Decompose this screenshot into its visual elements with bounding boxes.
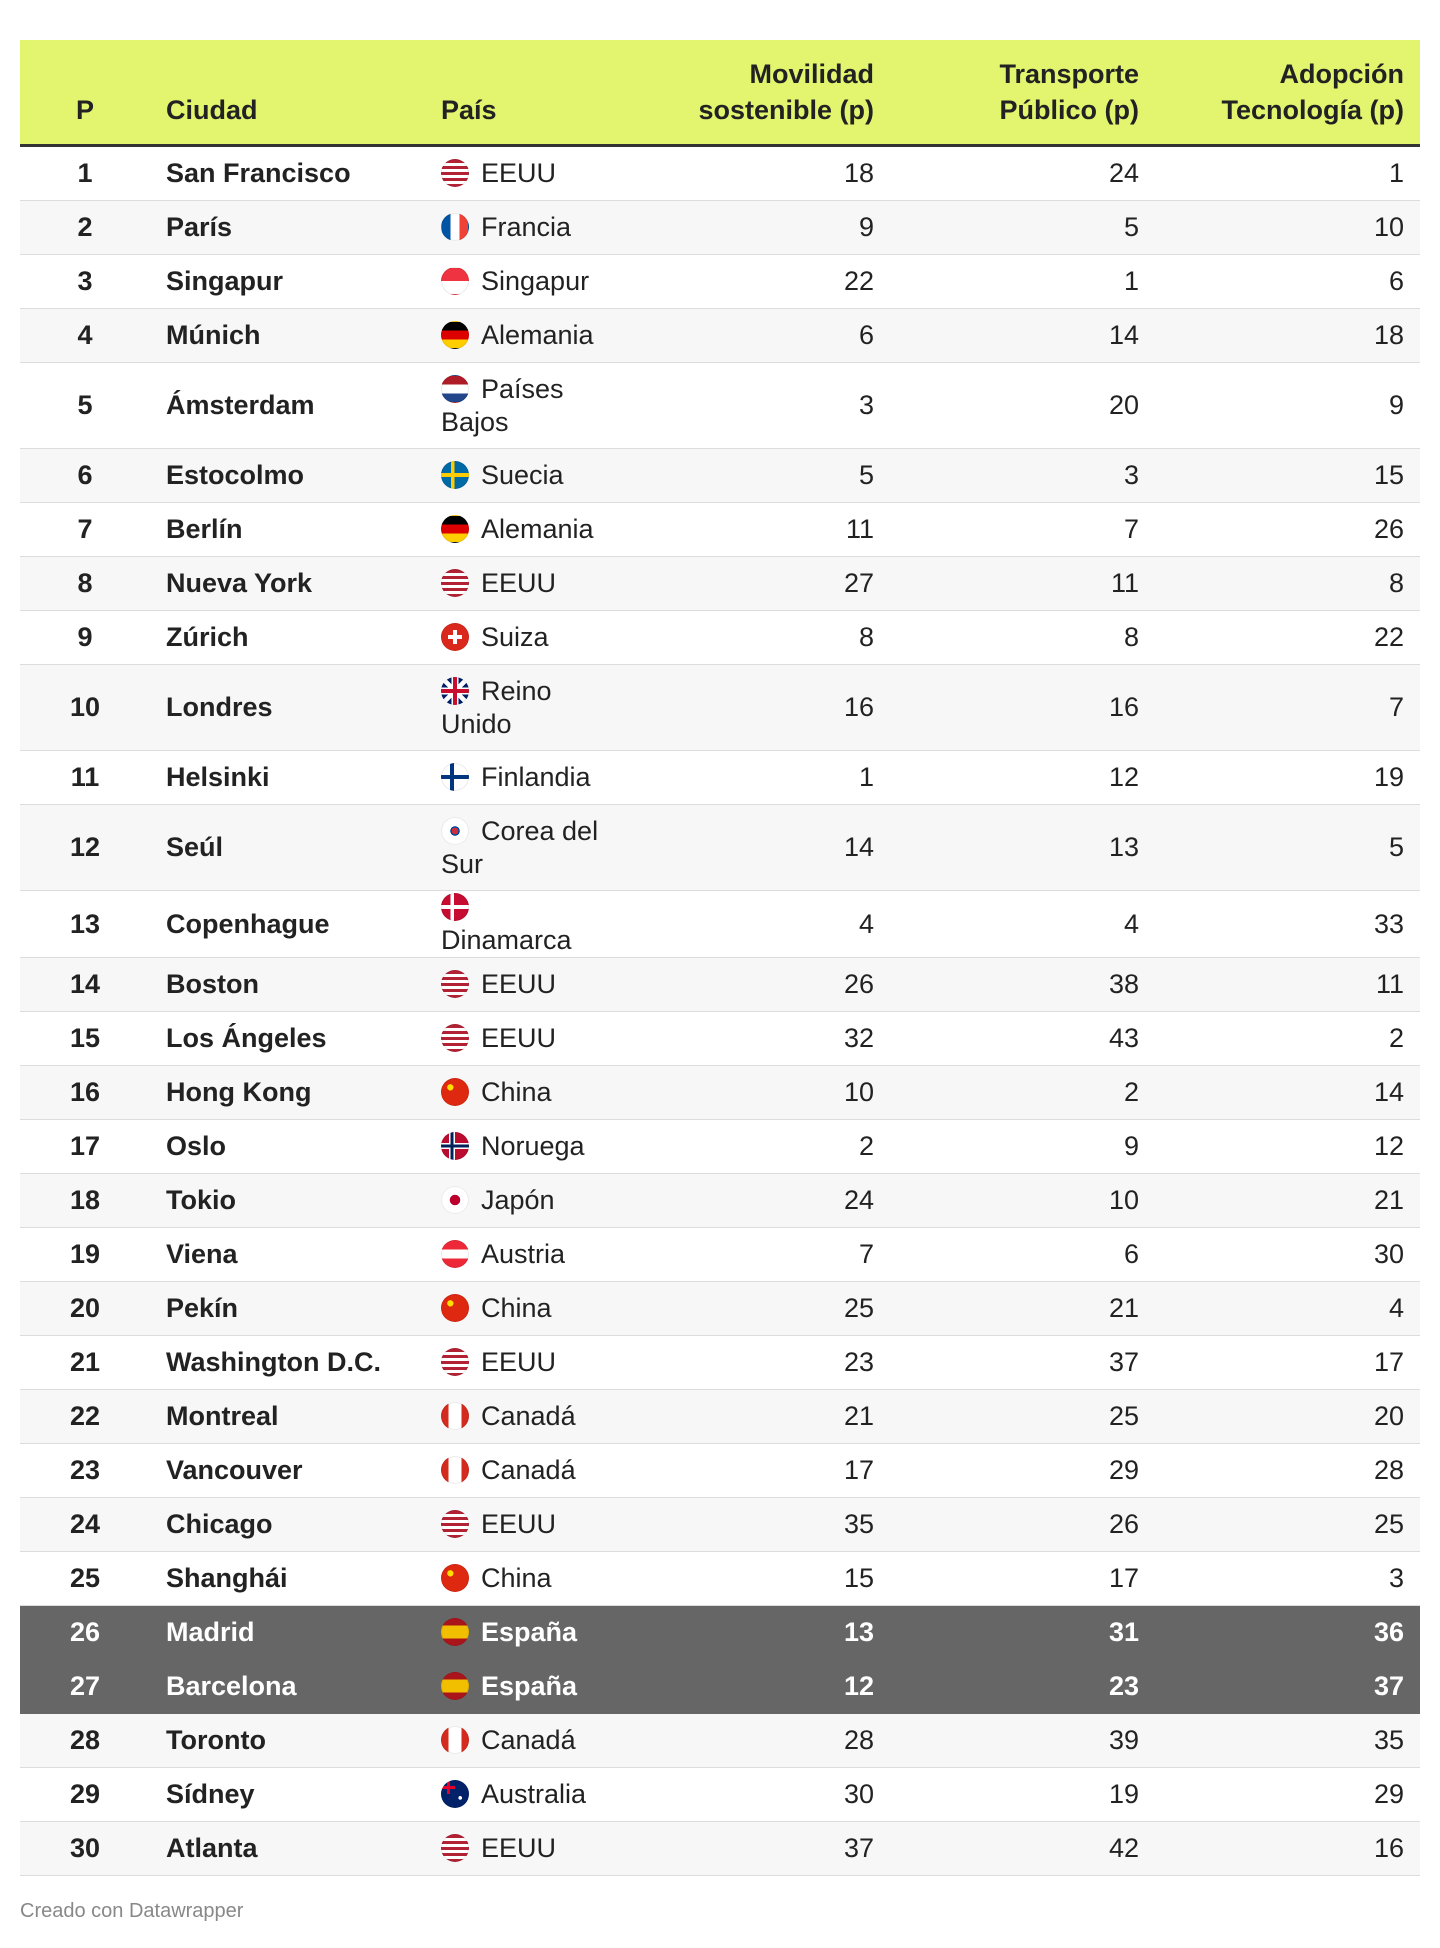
country-name: China xyxy=(481,1563,552,1593)
table-row xyxy=(20,146,1420,201)
country-name: EEUU xyxy=(481,1347,557,1377)
cell-transporte: 2 xyxy=(890,1066,1155,1120)
cell-transporte: 7 xyxy=(890,503,1155,557)
table-row xyxy=(20,201,1420,255)
cell-city: Nueva York xyxy=(150,557,425,611)
country-name: Canadá xyxy=(481,1455,576,1485)
cell-city: Ámsterdam xyxy=(150,363,425,449)
cell-movilidad: 3 xyxy=(615,363,890,449)
flag-no-icon xyxy=(441,1132,469,1160)
flag-au-icon xyxy=(441,1780,469,1808)
country-name: Canadá xyxy=(481,1401,576,1431)
cell-city: Sídney xyxy=(150,1768,425,1822)
flag-ca-icon xyxy=(441,1726,469,1754)
cell-tecnologia: 10 xyxy=(1155,201,1420,255)
flag-fi-icon xyxy=(441,763,469,791)
table-row xyxy=(20,1498,1420,1552)
table-row xyxy=(20,1444,1420,1498)
header-city[interactable]: Ciudad xyxy=(150,40,425,146)
cell-country xyxy=(425,1066,615,1120)
cell-country xyxy=(425,1336,615,1390)
cell-country xyxy=(425,1498,615,1552)
cell-tecnologia: 2 xyxy=(1155,1012,1420,1066)
cell-movilidad: 13 xyxy=(615,1606,890,1660)
cell-tecnologia: 11 xyxy=(1155,958,1420,1012)
cell-rank: 3 xyxy=(20,255,150,309)
country-name: Reino Unido xyxy=(441,675,552,739)
cell-country xyxy=(425,503,615,557)
table-row xyxy=(20,1336,1420,1390)
flag-jp-icon xyxy=(441,1186,469,1214)
table-row xyxy=(20,805,1420,891)
table-row xyxy=(20,1822,1420,1876)
flag-dk-icon xyxy=(441,893,469,921)
cell-transporte: 4 xyxy=(890,891,1155,958)
cell-city: Berlín xyxy=(150,503,425,557)
header-rank[interactable]: P xyxy=(20,40,150,146)
table-row xyxy=(20,449,1420,503)
country-name: EEUU xyxy=(481,1833,557,1863)
cell-rank: 12 xyxy=(20,805,150,891)
cell-transporte: 12 xyxy=(890,751,1155,805)
cell-movilidad: 21 xyxy=(615,1390,890,1444)
cell-movilidad: 8 xyxy=(615,611,890,665)
cell-city: París xyxy=(150,201,425,255)
cell-tecnologia: 18 xyxy=(1155,309,1420,363)
table-header xyxy=(20,40,1420,146)
flag-us-icon xyxy=(441,569,469,597)
country-name: España xyxy=(481,1671,578,1701)
cell-rank: 24 xyxy=(20,1498,150,1552)
cell-transporte: 3 xyxy=(890,449,1155,503)
cell-tecnologia: 25 xyxy=(1155,1498,1420,1552)
cell-country xyxy=(425,805,615,891)
cell-rank: 10 xyxy=(20,665,150,751)
cell-movilidad: 16 xyxy=(615,665,890,751)
cell-movilidad: 4 xyxy=(615,891,890,958)
country-name: EEUU xyxy=(481,1509,557,1539)
cell-tecnologia: 19 xyxy=(1155,751,1420,805)
cell-tecnologia: 20 xyxy=(1155,1390,1420,1444)
cell-rank: 9 xyxy=(20,611,150,665)
cell-country xyxy=(425,751,615,805)
cell-country xyxy=(425,1660,615,1714)
cell-rank: 6 xyxy=(20,449,150,503)
cell-city: Boston xyxy=(150,958,425,1012)
cell-movilidad: 1 xyxy=(615,751,890,805)
table-row xyxy=(20,665,1420,751)
country-name: EEUU xyxy=(481,1023,557,1053)
country-name: EEUU xyxy=(481,158,557,188)
cell-rank: 15 xyxy=(20,1012,150,1066)
country-name: Finlandia xyxy=(481,762,591,792)
cell-transporte: 6 xyxy=(890,1228,1155,1282)
cell-tecnologia: 3 xyxy=(1155,1552,1420,1606)
flag-ca-icon xyxy=(441,1402,469,1430)
country-name: Japón xyxy=(481,1185,555,1215)
cell-movilidad: 26 xyxy=(615,958,890,1012)
cell-rank: 16 xyxy=(20,1066,150,1120)
table-row xyxy=(20,1066,1420,1120)
cell-tecnologia: 37 xyxy=(1155,1660,1420,1714)
cell-tecnologia: 26 xyxy=(1155,503,1420,557)
country-name: Suiza xyxy=(481,622,549,652)
cell-transporte: 38 xyxy=(890,958,1155,1012)
cell-movilidad: 9 xyxy=(615,201,890,255)
flag-us-icon xyxy=(441,1348,469,1376)
cell-city: Copenhague xyxy=(150,891,425,958)
cell-movilidad: 24 xyxy=(615,1174,890,1228)
flag-at-icon xyxy=(441,1240,469,1268)
table-row xyxy=(20,1228,1420,1282)
country-name: Alemania xyxy=(481,320,594,350)
cell-city: Múnich xyxy=(150,309,425,363)
cell-transporte: 19 xyxy=(890,1768,1155,1822)
table-row xyxy=(20,255,1420,309)
flag-gb-icon xyxy=(441,677,469,705)
cell-rank: 17 xyxy=(20,1120,150,1174)
cell-country xyxy=(425,1768,615,1822)
flag-ca-icon xyxy=(441,1456,469,1484)
cell-movilidad: 27 xyxy=(615,557,890,611)
cell-rank: 27 xyxy=(20,1660,150,1714)
cell-city: Helsinki xyxy=(150,751,425,805)
cell-transporte: 31 xyxy=(890,1606,1155,1660)
table-row xyxy=(20,1606,1420,1660)
cell-city: San Francisco xyxy=(150,146,425,201)
flag-us-icon xyxy=(441,159,469,187)
cell-transporte: 37 xyxy=(890,1336,1155,1390)
cell-movilidad: 25 xyxy=(615,1282,890,1336)
cell-rank: 29 xyxy=(20,1768,150,1822)
cell-rank: 1 xyxy=(20,146,150,201)
table-row xyxy=(20,1120,1420,1174)
cell-country xyxy=(425,363,615,449)
cell-city: Chicago xyxy=(150,1498,425,1552)
cell-movilidad: 22 xyxy=(615,255,890,309)
country-name: Noruega xyxy=(481,1131,585,1161)
flag-us-icon xyxy=(441,970,469,998)
cell-transporte: 25 xyxy=(890,1390,1155,1444)
country-name: EEUU xyxy=(481,568,557,598)
cell-movilidad: 32 xyxy=(615,1012,890,1066)
table-row xyxy=(20,1390,1420,1444)
header-transporte[interactable]: Transporte Público (p) xyxy=(890,40,1155,146)
country-name: Alemania xyxy=(481,514,594,544)
flag-kr-icon xyxy=(441,817,469,845)
header-country[interactable]: País xyxy=(425,40,615,146)
cell-tecnologia: 29 xyxy=(1155,1768,1420,1822)
cell-movilidad: 6 xyxy=(615,309,890,363)
cell-transporte: 13 xyxy=(890,805,1155,891)
cell-city: Londres xyxy=(150,665,425,751)
cell-rank: 30 xyxy=(20,1822,150,1876)
cell-rank: 7 xyxy=(20,503,150,557)
cell-tecnologia: 5 xyxy=(1155,805,1420,891)
country-name: EEUU xyxy=(481,969,557,999)
cell-country xyxy=(425,255,615,309)
flag-cn-icon xyxy=(441,1564,469,1592)
cell-transporte: 10 xyxy=(890,1174,1155,1228)
country-name: Dinamarca xyxy=(441,925,572,955)
cell-country xyxy=(425,1228,615,1282)
country-name: Francia xyxy=(481,212,572,242)
country-name: España xyxy=(481,1617,578,1647)
cell-country xyxy=(425,958,615,1012)
cell-rank: 4 xyxy=(20,309,150,363)
cell-rank: 25 xyxy=(20,1552,150,1606)
cell-tecnologia: 6 xyxy=(1155,255,1420,309)
cell-tecnologia: 7 xyxy=(1155,665,1420,751)
cell-transporte: 5 xyxy=(890,201,1155,255)
country-name: Suecia xyxy=(481,460,564,490)
cell-transporte: 14 xyxy=(890,309,1155,363)
cell-tecnologia: 12 xyxy=(1155,1120,1420,1174)
cell-city: Hong Kong xyxy=(150,1066,425,1120)
flag-es-icon xyxy=(441,1672,469,1700)
cell-country xyxy=(425,1120,615,1174)
country-name: China xyxy=(481,1077,552,1107)
cell-tecnologia: 30 xyxy=(1155,1228,1420,1282)
cell-city: Shanghái xyxy=(150,1552,425,1606)
country-name: Austria xyxy=(481,1239,566,1269)
cell-transporte: 24 xyxy=(890,146,1155,201)
table-body xyxy=(20,146,1420,1876)
cell-transporte: 42 xyxy=(890,1822,1155,1876)
cell-country xyxy=(425,665,615,751)
cell-rank: 26 xyxy=(20,1606,150,1660)
flag-se-icon xyxy=(441,461,469,489)
flag-us-icon xyxy=(441,1834,469,1862)
cell-movilidad: 2 xyxy=(615,1120,890,1174)
flag-cn-icon xyxy=(441,1078,469,1106)
table-row xyxy=(20,1660,1420,1714)
cell-movilidad: 7 xyxy=(615,1228,890,1282)
cell-city: Singapur xyxy=(150,255,425,309)
table-row xyxy=(20,503,1420,557)
cell-tecnologia: 21 xyxy=(1155,1174,1420,1228)
cell-country xyxy=(425,1282,615,1336)
cell-city: Toronto xyxy=(150,1714,425,1768)
cell-rank: 22 xyxy=(20,1390,150,1444)
table-row xyxy=(20,1714,1420,1768)
flag-sg-icon xyxy=(441,267,469,295)
cell-rank: 5 xyxy=(20,363,150,449)
cell-city: Seúl xyxy=(150,805,425,891)
cell-country xyxy=(425,1390,615,1444)
cell-country xyxy=(425,1822,615,1876)
country-name: Singapur xyxy=(481,266,590,296)
cell-tecnologia: 8 xyxy=(1155,557,1420,611)
cell-tecnologia: 9 xyxy=(1155,363,1420,449)
country-name: Australia xyxy=(481,1779,587,1809)
country-name: Canadá xyxy=(481,1725,576,1755)
cell-movilidad: 14 xyxy=(615,805,890,891)
cell-city: Zúrich xyxy=(150,611,425,665)
cell-country xyxy=(425,1012,615,1066)
cell-transporte: 17 xyxy=(890,1552,1155,1606)
datawrapper-credit[interactable]: Creado con Datawrapper xyxy=(20,1900,244,1922)
flag-us-icon xyxy=(441,1024,469,1052)
cell-transporte: 8 xyxy=(890,611,1155,665)
cell-transporte: 11 xyxy=(890,557,1155,611)
cell-movilidad: 30 xyxy=(615,1768,890,1822)
cell-country xyxy=(425,146,615,201)
cell-city: Washington D.C. xyxy=(150,1336,425,1390)
cell-movilidad: 10 xyxy=(615,1066,890,1120)
cell-rank: 14 xyxy=(20,958,150,1012)
cell-tecnologia: 36 xyxy=(1155,1606,1420,1660)
cell-movilidad: 17 xyxy=(615,1444,890,1498)
cell-rank: 28 xyxy=(20,1714,150,1768)
cell-city: Tokio xyxy=(150,1174,425,1228)
cell-movilidad: 18 xyxy=(615,146,890,201)
cell-movilidad: 5 xyxy=(615,449,890,503)
cell-city: Estocolmo xyxy=(150,449,425,503)
cell-country xyxy=(425,449,615,503)
cell-rank: 11 xyxy=(20,751,150,805)
flag-us-icon xyxy=(441,1510,469,1538)
cell-transporte: 20 xyxy=(890,363,1155,449)
cell-rank: 20 xyxy=(20,1282,150,1336)
cell-country xyxy=(425,1174,615,1228)
cell-country xyxy=(425,1714,615,1768)
cell-rank: 23 xyxy=(20,1444,150,1498)
country-name: China xyxy=(481,1293,552,1323)
cell-transporte: 9 xyxy=(890,1120,1155,1174)
flag-cn-icon xyxy=(441,1294,469,1322)
table-row xyxy=(20,309,1420,363)
cell-rank: 8 xyxy=(20,557,150,611)
flag-fr-icon xyxy=(441,213,469,241)
cell-country xyxy=(425,309,615,363)
table-row xyxy=(20,958,1420,1012)
cell-city: Vancouver xyxy=(150,1444,425,1498)
cell-tecnologia: 15 xyxy=(1155,449,1420,503)
cell-movilidad: 11 xyxy=(615,503,890,557)
cell-city: Madrid xyxy=(150,1606,425,1660)
cell-transporte: 26 xyxy=(890,1498,1155,1552)
table-row xyxy=(20,1282,1420,1336)
cell-city: Viena xyxy=(150,1228,425,1282)
cell-tecnologia: 14 xyxy=(1155,1066,1420,1120)
cell-country xyxy=(425,891,615,958)
table-row xyxy=(20,363,1420,449)
cell-rank: 18 xyxy=(20,1174,150,1228)
cell-movilidad: 28 xyxy=(615,1714,890,1768)
cell-city: Atlanta xyxy=(150,1822,425,1876)
cell-transporte: 16 xyxy=(890,665,1155,751)
table-row xyxy=(20,611,1420,665)
cell-country xyxy=(425,611,615,665)
cell-transporte: 21 xyxy=(890,1282,1155,1336)
table-row xyxy=(20,751,1420,805)
cell-rank: 21 xyxy=(20,1336,150,1390)
country-name: Corea del Sur xyxy=(441,815,599,879)
flag-de-icon xyxy=(441,321,469,349)
cell-tecnologia: 16 xyxy=(1155,1822,1420,1876)
cell-movilidad: 37 xyxy=(615,1822,890,1876)
cell-rank: 2 xyxy=(20,201,150,255)
cell-country xyxy=(425,201,615,255)
header-row xyxy=(20,40,1420,146)
flag-nl-icon xyxy=(441,375,469,403)
cell-tecnologia: 33 xyxy=(1155,891,1420,958)
cell-tecnologia: 17 xyxy=(1155,1336,1420,1390)
cell-city: Montreal xyxy=(150,1390,425,1444)
cell-transporte: 29 xyxy=(890,1444,1155,1498)
cell-movilidad: 12 xyxy=(615,1660,890,1714)
cell-transporte: 43 xyxy=(890,1012,1155,1066)
cell-movilidad: 35 xyxy=(615,1498,890,1552)
cell-rank: 13 xyxy=(20,891,150,958)
header-movilidad[interactable]: Movilidad sostenible (p) xyxy=(615,40,890,146)
flag-de-icon xyxy=(441,515,469,543)
cell-country xyxy=(425,557,615,611)
cell-tecnologia: 4 xyxy=(1155,1282,1420,1336)
table-row xyxy=(20,1552,1420,1606)
cell-city: Pekín xyxy=(150,1282,425,1336)
cell-country xyxy=(425,1444,615,1498)
header-tecnologia[interactable]: Adopción Tecnología (p) xyxy=(1155,40,1420,146)
flag-ch-icon xyxy=(441,623,469,651)
cell-movilidad: 23 xyxy=(615,1336,890,1390)
table-row xyxy=(20,557,1420,611)
cell-tecnologia: 28 xyxy=(1155,1444,1420,1498)
table-row xyxy=(20,1012,1420,1066)
cell-tecnologia: 22 xyxy=(1155,611,1420,665)
cell-rank: 19 xyxy=(20,1228,150,1282)
table-row xyxy=(20,891,1420,958)
cell-city: Los Ángeles xyxy=(150,1012,425,1066)
flag-es-icon xyxy=(441,1618,469,1646)
cell-country xyxy=(425,1552,615,1606)
cell-country xyxy=(425,1606,615,1660)
cell-transporte: 39 xyxy=(890,1714,1155,1768)
cell-transporte: 1 xyxy=(890,255,1155,309)
table-row xyxy=(20,1768,1420,1822)
cell-tecnologia: 35 xyxy=(1155,1714,1420,1768)
table-row xyxy=(20,1174,1420,1228)
cell-city: Barcelona xyxy=(150,1660,425,1714)
ranking-table xyxy=(20,40,1420,1876)
cell-movilidad: 15 xyxy=(615,1552,890,1606)
cell-transporte: 23 xyxy=(890,1660,1155,1714)
cell-city: Oslo xyxy=(150,1120,425,1174)
cell-tecnologia: 1 xyxy=(1155,146,1420,201)
country-name: Países Bajos xyxy=(441,373,564,437)
